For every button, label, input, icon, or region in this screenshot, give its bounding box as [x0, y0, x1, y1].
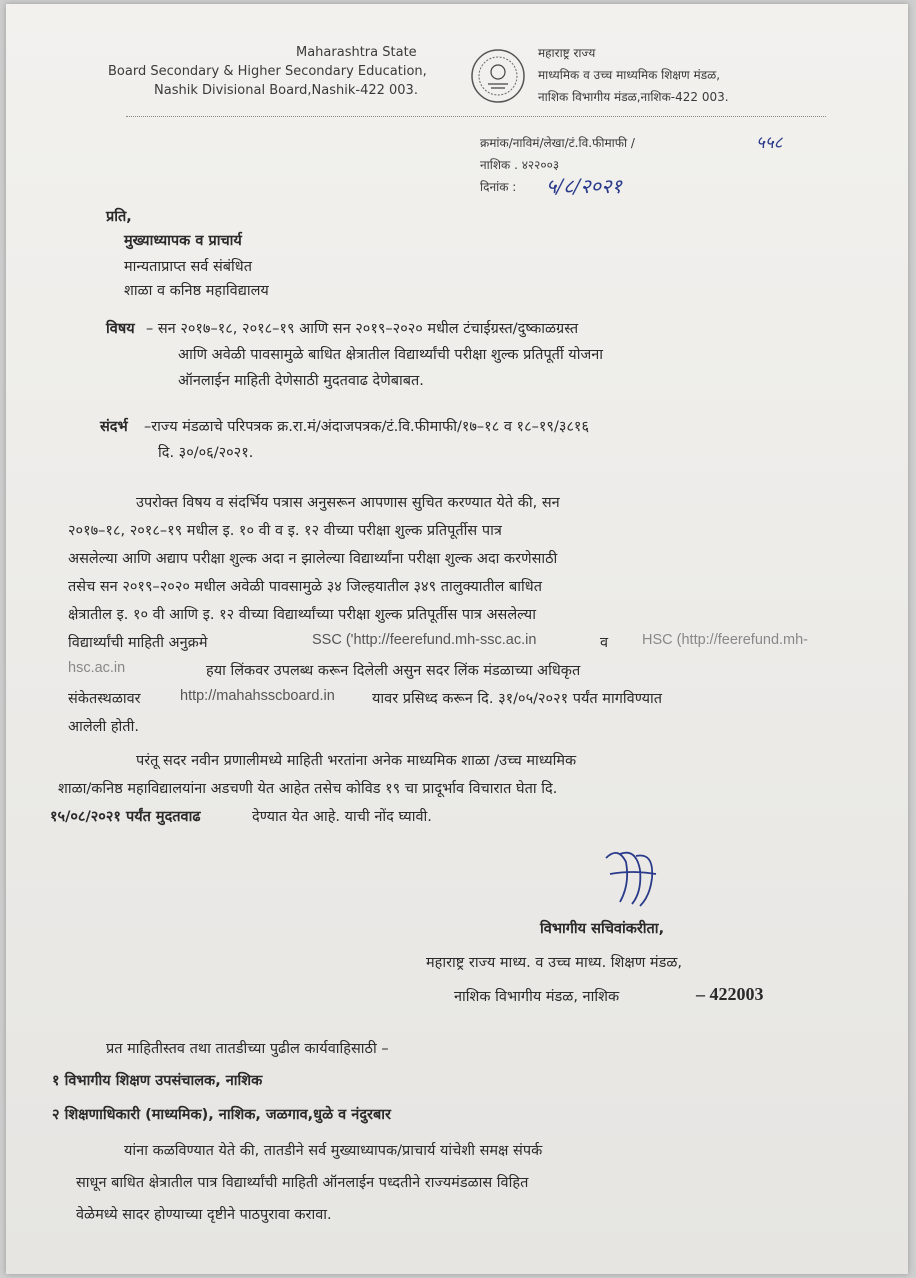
subject-line1: – सन २०१७–१८, २०१८–१९ आणि सन २०१९–२०२० मधील टंचाईग्रस्त/दुष्काळग्रस्त [146, 321, 579, 337]
subject-line2: आणि अवेळी पावसामुळे बाधित क्षेत्रातील विद्यार्थ्यांची परीक्षा शुल्क प्रतिपूर्ती योजना [178, 347, 604, 363]
recipient-line3: शाळा व कनिष्ठ महाविद्यालय [124, 283, 269, 299]
signature-line2: महाराष्ट्र राज्य माध्य. व उच्च माध्य. शिक्षण मंडळ, [426, 955, 682, 971]
copy-line3: वेळेमध्ये सादर होण्याच्या दृष्टीने पाठपुरावा करावा. [76, 1207, 332, 1223]
copy-line2: साधून बाधित क्षेत्रातील पात्र विद्यार्थ्यांची माहिती ऑनलाईन पध्दतीने राज्यमंडळास विहित [76, 1175, 529, 1191]
copy-line1: यांना कळविण्यात येते की, तातडीने सर्व मुख्याध्यापक/प्राचार्य यांचेशी समक्ष संपर्क [124, 1143, 543, 1159]
reference-line2: दि. ३०/०६/२०२१. [158, 445, 254, 461]
header-en-line2: Board Secondary & Higher Secondary Education, [108, 64, 427, 79]
ref-date-label: दिनांक : [480, 180, 517, 194]
copy-item-2: २ शिक्षणाधिकारी (माध्यमिक), नाशिक, जळगाव,धुळे व नंदुरबार [52, 1107, 391, 1123]
extension-date: १५/०८/२०२१ पर्यंत मुदतवाढ [50, 809, 201, 825]
para1-line3: असलेल्या आणि अद्याप परीक्षा शुल्क अदा न झालेल्या विद्यार्थ्यांना परीक्षा शुल्क अदा करणेसाठी [68, 551, 558, 567]
para1-line8a: संकेतस्थळावर [68, 691, 141, 707]
ref-number-label: क्रमांक/नाविमं/लेखा/टं.वि.फीमाफी / [480, 136, 635, 150]
subject-label: विषय [106, 321, 135, 337]
subject-line3: ऑनलाईन माहिती देणेसाठी मुदतवाढ देणेबाबत. [178, 373, 424, 389]
reference-line1: –राज्य मंडळाचे परिपत्रक क्र.रा.मं/अंदाजपत्रक/टं.वि.फीमाफी/१७–१८ व १८–१९/३८१६ [144, 419, 589, 435]
signature-mark [596, 844, 666, 914]
para1-line4: तसेच सन २०१९–२०२० मधील अवेळी पावसामुळे ३४ जिल्हयातील ३४९ तालुक्यातील बाधित [68, 579, 542, 595]
para1-line9: आलेली होती. [68, 719, 139, 735]
ref-number-value: ५५८ [756, 133, 783, 153]
para1-line7: हया लिंकवर उपलब्ध करून दिलेली असुन सदर लिंक मंडळाच्या अधिकृत [206, 663, 581, 679]
reference-label: संदर्भ [100, 419, 128, 435]
signature-line1: विभागीय सचिवांकरीता, [540, 921, 665, 937]
header-en-line3: Nashik Divisional Board,Nashik-422 003. [154, 83, 418, 98]
header-en-line1: Maharashtra State [296, 45, 417, 60]
signature-pincode: – 422003 [696, 984, 764, 1004]
header-mr-line3: नाशिक विभागीय मंडळ,नाशिक-422 003. [538, 90, 729, 104]
para2-line2: शाळा/कनिष्ठ महाविद्यालयांना अडचणी येत आहेत तसेच कोविड १९ चा प्रादूर्भाव विचारात घेता दि. [58, 781, 558, 797]
para2-line3: देण्यात येत आहे. याची नोंद घ्यावी. [252, 809, 432, 825]
copy-heading: प्रत माहितीस्तव तथा तातडीच्या पुढील कार्यवाहिसाठी – [106, 1041, 389, 1057]
copy-item-1: १ विभागीय शिक्षण उपसंचालक, नाशिक [52, 1073, 263, 1089]
ssc-link[interactable]: SSC ('http://feerefund.mh-ssc.ac.in [312, 632, 537, 648]
letter-page [6, 4, 908, 1274]
hsc-link-cont[interactable]: hsc.ac.in [68, 660, 126, 676]
recipient-prefix: प्रति, [106, 209, 132, 225]
ref-place: नाशिक . ४२२००३ [480, 158, 560, 172]
header-mr-line2: माध्यमिक व उच्च माध्यमिक शिक्षण मंडळ, [538, 68, 721, 82]
header-mr-line1: महाराष्ट्र राज्य [538, 46, 596, 60]
ref-date-value: ५/८/२०२१ [546, 174, 622, 198]
recipient-line2: मान्यताप्राप्त सर्व संबंधित [124, 259, 252, 275]
para1-line6a: विद्यार्थ्यांची माहिती अनुक्रमे [68, 635, 208, 651]
hsc-link[interactable]: HSC (http://feerefund.mh- [642, 632, 809, 648]
para1-line5: क्षेत्रातील इ. १० वी आणि इ. १२ वीच्या विद्यार्थ्यांच्या परीक्षा शुल्क प्रतिपूर्तीस पात्र असलेल्या [68, 607, 536, 623]
para1-line8b: यावर प्रसिध्द करून दि. ३१/०५/२०२१ पर्यंत मागविण्यात [372, 691, 663, 707]
header-divider [126, 116, 826, 117]
para2-line1: परंतू सदर नवीन प्रणालीमध्ये माहिती भरतांना अनेक माध्यमिक शाळा /उच्च माध्यमिक [136, 753, 577, 769]
recipient-line1: मुख्याध्यापक व प्राचार्य [124, 233, 242, 249]
para1-line6b: व [600, 635, 609, 651]
signature-line3a: नाशिक विभागीय मंडळ, नाशिक [454, 989, 620, 1005]
para1-line2: २०१७–१८, २०१८–१९ मधील इ. १० वी व इ. १२ वीच्या परीक्षा शुल्क प्रतिपूर्तीस पात्र [68, 523, 502, 539]
board-seal-icon [470, 48, 526, 104]
para1-line1: उपरोक्त विषय व संदर्भिय पत्रास अनुसरून आपणास सुचित करण्यात येते की, सन [136, 495, 560, 511]
board-site-link[interactable]: http://mahahsscboard.in [180, 688, 335, 704]
